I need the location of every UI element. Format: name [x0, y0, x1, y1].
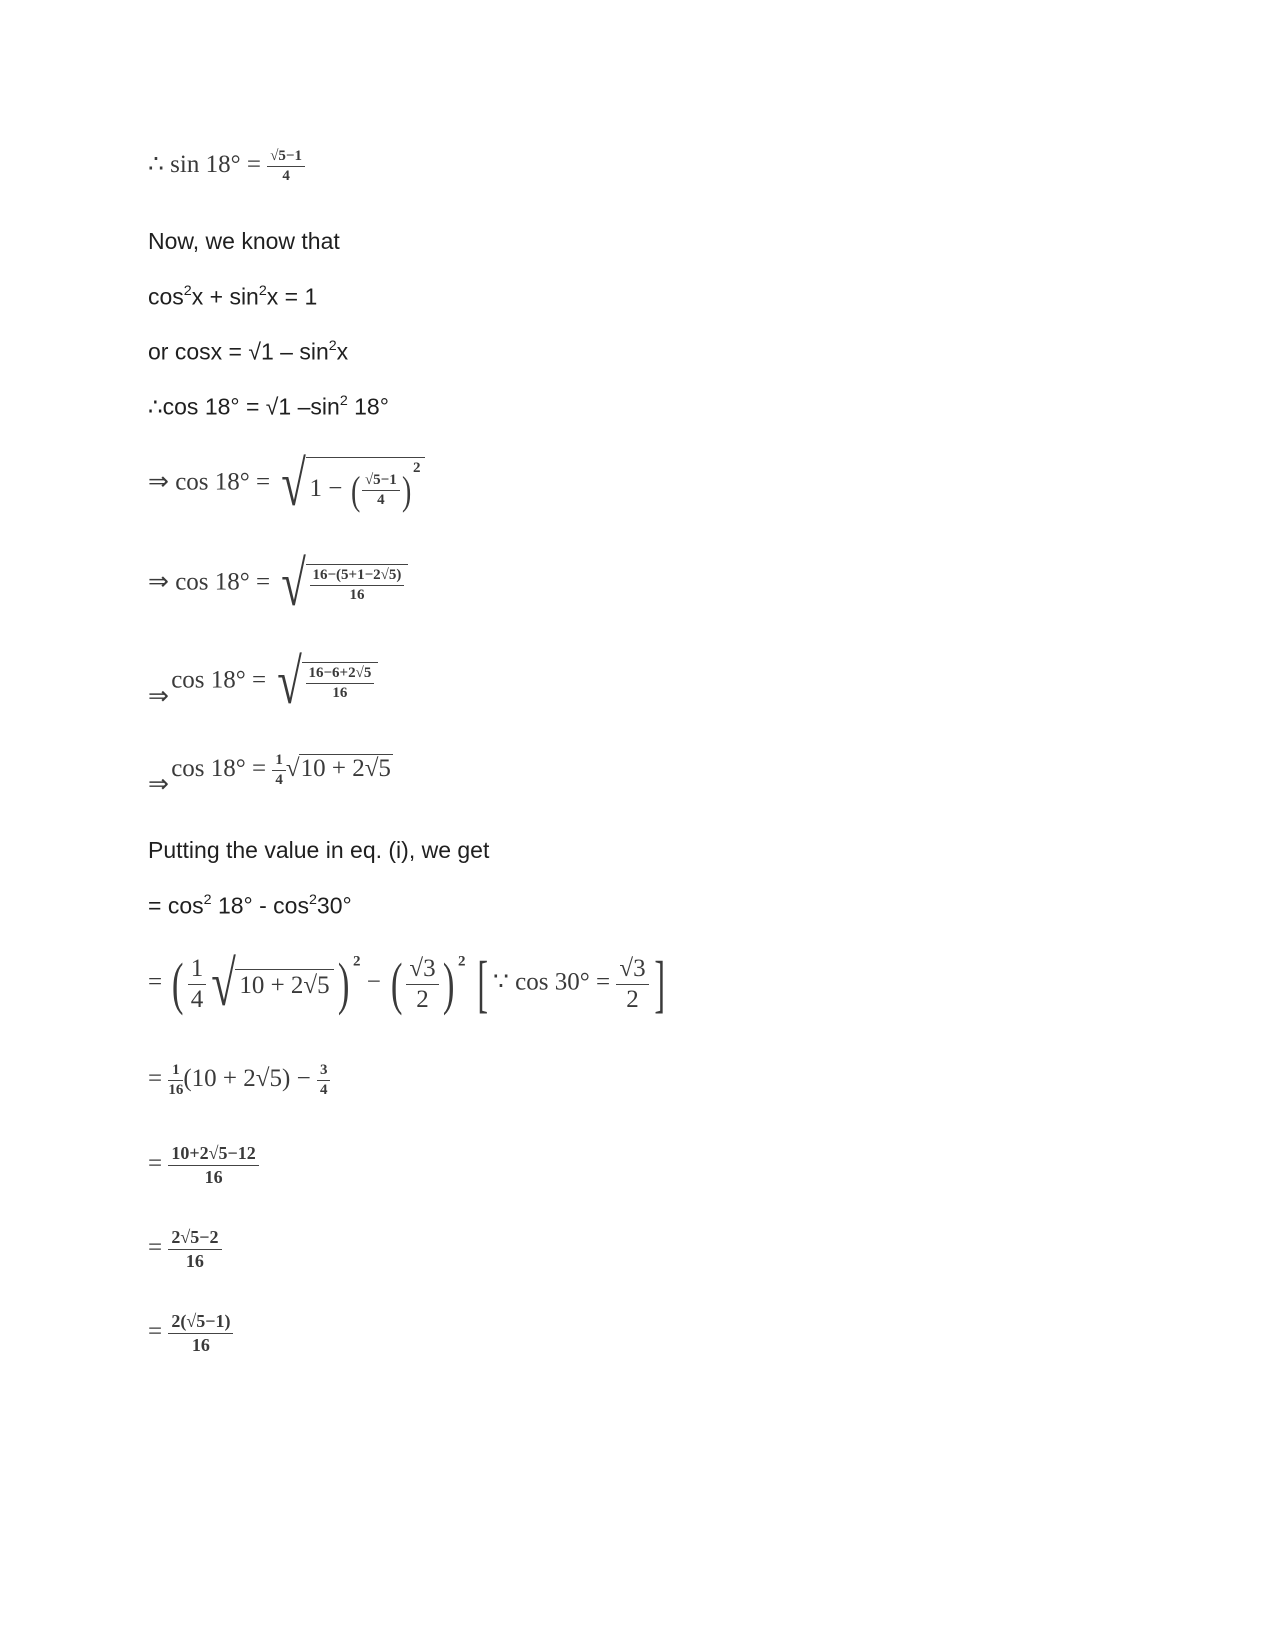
sin18-equation	[148, 148, 305, 185]
cos18-step-3	[148, 646, 378, 717]
r1-mid: 18° - cos	[211, 892, 309, 919]
r2-fraction-2	[406, 955, 438, 1014]
r2-numerator-1: 1	[188, 955, 207, 985]
r4-denominator: 16	[204, 1167, 223, 1187]
sin18-denominator: 4	[282, 168, 290, 184]
step1-denominator: 4	[377, 492, 385, 509]
step2-lhs: ⇒ cos 18° =	[148, 568, 271, 596]
r2-numerator-3: √3	[616, 955, 648, 985]
radical-icon: √	[285, 755, 300, 783]
step3-denominator: 16	[332, 685, 348, 701]
r4-fraction	[168, 1143, 258, 1188]
r6-equals: =	[148, 1318, 163, 1346]
step2-fraction	[310, 567, 405, 604]
open-bracket-icon: [	[477, 948, 488, 1019]
step1-exponent: 2	[413, 460, 421, 477]
result-line-2	[148, 948, 670, 1019]
r3-denominator-1: 16	[168, 1082, 184, 1098]
cosx-exp: 2	[328, 338, 337, 354]
r5-numerator: 2√5−2	[168, 1227, 221, 1250]
cosx-pre: or cosx = √1 – sin	[148, 338, 329, 365]
step1-numerator: √5−1	[362, 472, 400, 491]
r2-because: ∵ cos 30° =	[493, 968, 611, 996]
r4-numerator: 10+2√5−12	[168, 1143, 258, 1166]
r2-denominator-3: 2	[626, 985, 639, 1013]
identity-cos: cos	[148, 283, 184, 310]
implies-arrow: ⇒	[148, 682, 169, 710]
sin18-lhs: ∴ sin 18° =	[148, 151, 261, 179]
close-bracket-icon: ]	[653, 948, 665, 1019]
result-line-1	[148, 892, 352, 919]
step3-numerator: 16−6+2√5	[306, 665, 375, 684]
identity-exp-1: 2	[183, 283, 192, 299]
cosx-equation	[148, 338, 348, 365]
radical-icon: √	[211, 948, 237, 1019]
step1-fraction	[362, 472, 400, 509]
r5-denominator: 16	[185, 1251, 204, 1271]
r2-equals: =	[148, 968, 163, 996]
r1-exp-2: 2	[308, 892, 317, 908]
step2-radical	[276, 548, 408, 619]
putting-value-text: Putting the value in eq. (i), we get	[148, 837, 490, 863]
r4-equals: =	[148, 1150, 163, 1178]
r2-denominator-1: 4	[190, 985, 204, 1013]
result-line-6	[148, 1311, 233, 1356]
step1-radical	[276, 448, 424, 519]
cos18-exp: 2	[339, 393, 348, 409]
step1-lhs: ⇒ cos 18° =	[148, 468, 271, 496]
r3-fraction-1	[168, 1062, 183, 1099]
r2-exponent-1: 2	[352, 953, 361, 970]
r1-post: 30°	[316, 892, 352, 919]
r6-denominator: 16	[191, 1335, 210, 1355]
r2-exponent-2: 2	[457, 953, 466, 970]
step3-fraction	[306, 665, 375, 702]
close-paren-icon: )	[337, 951, 350, 1016]
step4-fraction	[272, 752, 286, 789]
step2-numerator: 16−(5+1−2√5)	[310, 567, 405, 586]
r3-body: (10 + 2√5) −	[183, 1065, 311, 1093]
open-paren-icon: (	[172, 951, 184, 1016]
step4-root: 10 + 2√5	[300, 755, 391, 783]
open-paren-icon: (	[390, 951, 403, 1016]
step3-lhs: cos 18° =	[171, 666, 267, 694]
r2-fraction-3	[616, 955, 648, 1014]
implies-arrow: ⇒	[148, 771, 169, 799]
r2-root: 10 + 2√5	[235, 969, 333, 1000]
r2-minus: −	[366, 968, 381, 996]
r3-equals: =	[148, 1065, 163, 1093]
pythagorean-identity	[148, 283, 317, 310]
r2-denominator-2: 2	[416, 985, 429, 1013]
result-line-4	[148, 1143, 259, 1188]
result-line-3	[148, 1062, 330, 1099]
r2-numerator-2: √3	[406, 955, 438, 985]
step2-denominator: 16	[349, 587, 365, 603]
r2-fraction-1	[188, 955, 207, 1014]
r5-equals: =	[148, 1234, 163, 1262]
cos18-post: 18°	[347, 393, 389, 420]
cos18-step-4	[148, 752, 393, 799]
radical-icon: √	[281, 448, 307, 519]
r3-denominator-2: 4	[319, 1082, 328, 1098]
radical-icon: √	[277, 646, 303, 717]
close-paren-icon: )	[401, 467, 412, 513]
cos18-pre: ∴cos 18° = √1 –sin	[148, 393, 340, 420]
r6-fraction	[168, 1311, 233, 1356]
r1-cos: = cos	[148, 892, 204, 919]
step4-denominator: 4	[275, 772, 283, 788]
r5-fraction	[168, 1227, 221, 1272]
identity-rhs: x = 1	[266, 283, 318, 310]
close-paren-icon: )	[442, 951, 455, 1016]
step1-one-minus: 1 −	[309, 475, 343, 503]
cosx-post: x	[336, 338, 349, 365]
step3-radical	[272, 646, 378, 717]
sin18-fraction	[267, 148, 305, 185]
cos18-step-2	[148, 548, 408, 619]
r2-radical	[206, 948, 333, 1019]
now-we-know-text: Now, we know that	[148, 228, 340, 254]
step4-numerator: 1	[272, 752, 286, 771]
r3-fraction-2	[317, 1062, 331, 1099]
r3-numerator-1: 1	[168, 1062, 183, 1081]
identity-sin: x + sin	[191, 283, 259, 310]
identity-exp-2: 2	[258, 283, 267, 299]
r6-numerator: 2(√5−1)	[168, 1311, 233, 1334]
r1-exp-1: 2	[203, 892, 212, 908]
sin18-numerator: √5−1	[267, 148, 305, 167]
cos18-root-equation	[148, 393, 389, 420]
radical-icon: √	[281, 548, 307, 619]
r3-numerator-2: 3	[317, 1062, 331, 1081]
cos18-step-1	[148, 448, 425, 519]
open-paren-icon: (	[350, 467, 360, 513]
result-line-5	[148, 1227, 222, 1272]
step4-lhs: cos 18° =	[171, 755, 267, 783]
